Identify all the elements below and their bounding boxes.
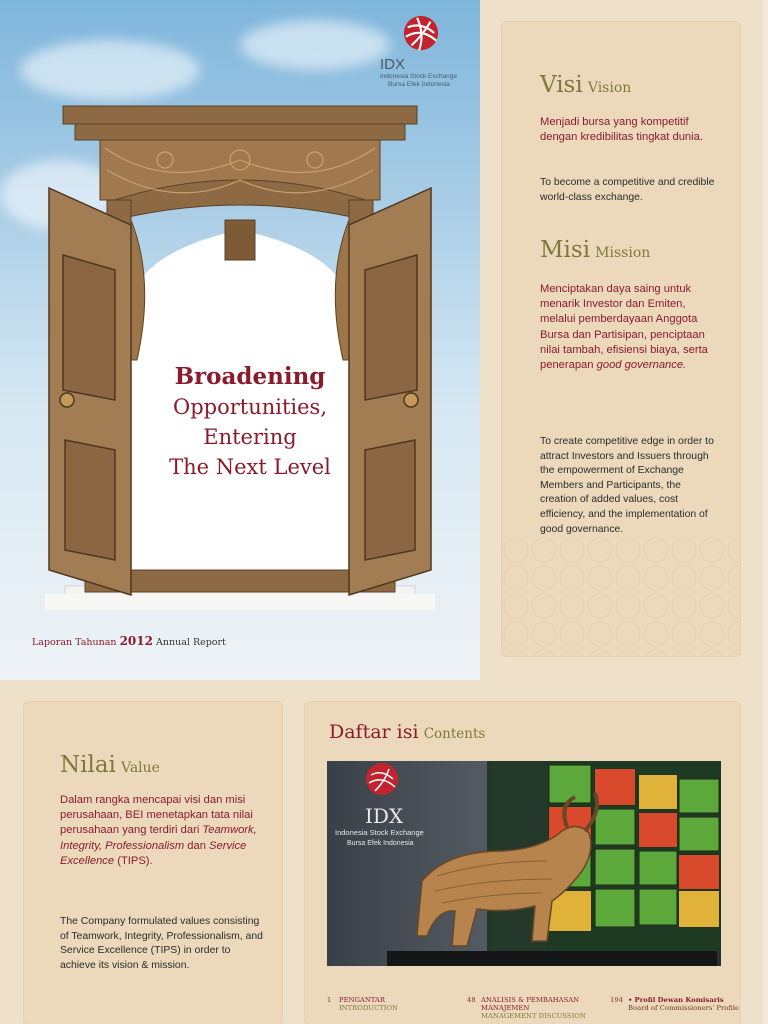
cloud <box>20 40 200 100</box>
page-edge <box>763 0 768 1024</box>
caption-year: 2012 <box>119 634 153 648</box>
mission-heading-id: Misi <box>540 237 591 263</box>
mission-heading <box>540 237 650 263</box>
toc-title: Profil Dewan Komisaris <box>634 996 724 1004</box>
mission-heading-en: Mission <box>595 245 651 261</box>
vision-text-en: To become a competitive and credible world-class exchange. <box>540 177 715 203</box>
photo-logo-sub-en: Indonesia Stock Exchange <box>335 828 424 837</box>
vision-heading <box>540 72 631 98</box>
value-heading-en: Value <box>121 760 160 776</box>
decorative-pattern <box>502 536 740 656</box>
toc-title: PENGANTAR <box>339 996 385 1004</box>
mission-text-id-main: Menciptakan daya saing untuk menarik Investor dan Emiten, melalui pemberdayaan Anggota Bursa dan Partisipan, penciptaan nilai tambah, efisiensi biaya, serta penerapan <box>540 283 708 372</box>
value-heading <box>60 752 160 778</box>
mission-text-id <box>540 282 715 373</box>
value-text-id-italic-1: Teamwork, Integrity, Professionalism <box>60 824 257 852</box>
cover-image <box>0 0 480 680</box>
value-text-en: The Company formulated values consisting of Teamwork, Integrity, Professionalism, and Service Excellence (TIPS) in order to achieve its vision & mission. <box>60 916 263 971</box>
toc-subtitle: INTRODUCTION <box>339 1004 398 1012</box>
mission-text-en: To create competitive edge in order to attract Investors and Issuers through the empowerment of Exchange Members and Participants, the creation of added values, cost efficiency, and the implementation of good governance. <box>540 436 714 535</box>
logo-sub-en: Indonesia Stock Exchange <box>380 73 457 80</box>
title-line-3: Entering <box>203 425 297 449</box>
vision-heading-id: Visi <box>540 72 583 98</box>
photo-logo-word: IDX <box>365 804 404 828</box>
value-text-id-1: Dalam rangka mencapai visi dan misi perusahaan, BEI menetapkan tata nilai perusahaan yang terdiri dari <box>60 794 253 837</box>
idx-ball-icon <box>402 14 440 52</box>
title-line-1: Broadening <box>174 363 326 390</box>
caption-en: Annual Report <box>156 637 226 648</box>
value-heading-id: Nilai <box>60 752 116 778</box>
photo-logo-sub-id: Bursa Efek Indonesia <box>347 840 414 847</box>
toc-label <box>339 996 449 1012</box>
idx-logo <box>380 14 470 89</box>
contents-heading <box>329 721 485 743</box>
cover-title <box>130 362 370 482</box>
trading-floor-photo <box>327 761 721 966</box>
toc-page-number: 48 <box>467 996 476 1004</box>
toc-label <box>628 996 740 1012</box>
cover-caption <box>32 634 226 648</box>
title-line-4: The Next Level <box>169 455 331 479</box>
toc-page-number: 194 <box>610 996 623 1004</box>
cloud <box>240 20 390 70</box>
title-line-2: Opportunities, <box>172 395 328 419</box>
contents-heading-en: Contents <box>423 726 486 742</box>
value-text-id-italic-2: Service Excellence <box>60 839 247 867</box>
mission-text-id-italic: good governance. <box>596 359 687 372</box>
toc-page-number: 1 <box>327 996 332 1004</box>
vision-heading-en: Vision <box>587 80 632 96</box>
toc-title: ANALISIS & PEMBAHASAN MANAJEMEN <box>481 996 580 1012</box>
logo-sub-id: Bursa Efek Indonesia <box>388 81 450 88</box>
contents-heading-id: Daftar isi <box>329 721 419 743</box>
vision-text-id: Menjadi bursa yang kompetitif dengan kredibilitas tingkat dunia. <box>540 116 703 144</box>
bull-statue-illustration <box>327 761 721 966</box>
value-text-id <box>60 793 260 869</box>
value-text-id-2: dan <box>187 839 206 852</box>
toc-label <box>481 996 591 1020</box>
toc-subtitle: MANAGEMENT DISCUSSION <box>481 1012 586 1020</box>
logo-word: IDX <box>380 56 406 73</box>
caption-id: Laporan Tahunan <box>32 637 117 648</box>
value-text-id-3: (TIPS). <box>117 854 153 867</box>
carved-door-illustration <box>45 100 435 610</box>
toc-bullet: • <box>628 996 633 1004</box>
toc-subtitle: Board of Commissioners' Profile <box>628 1004 740 1012</box>
